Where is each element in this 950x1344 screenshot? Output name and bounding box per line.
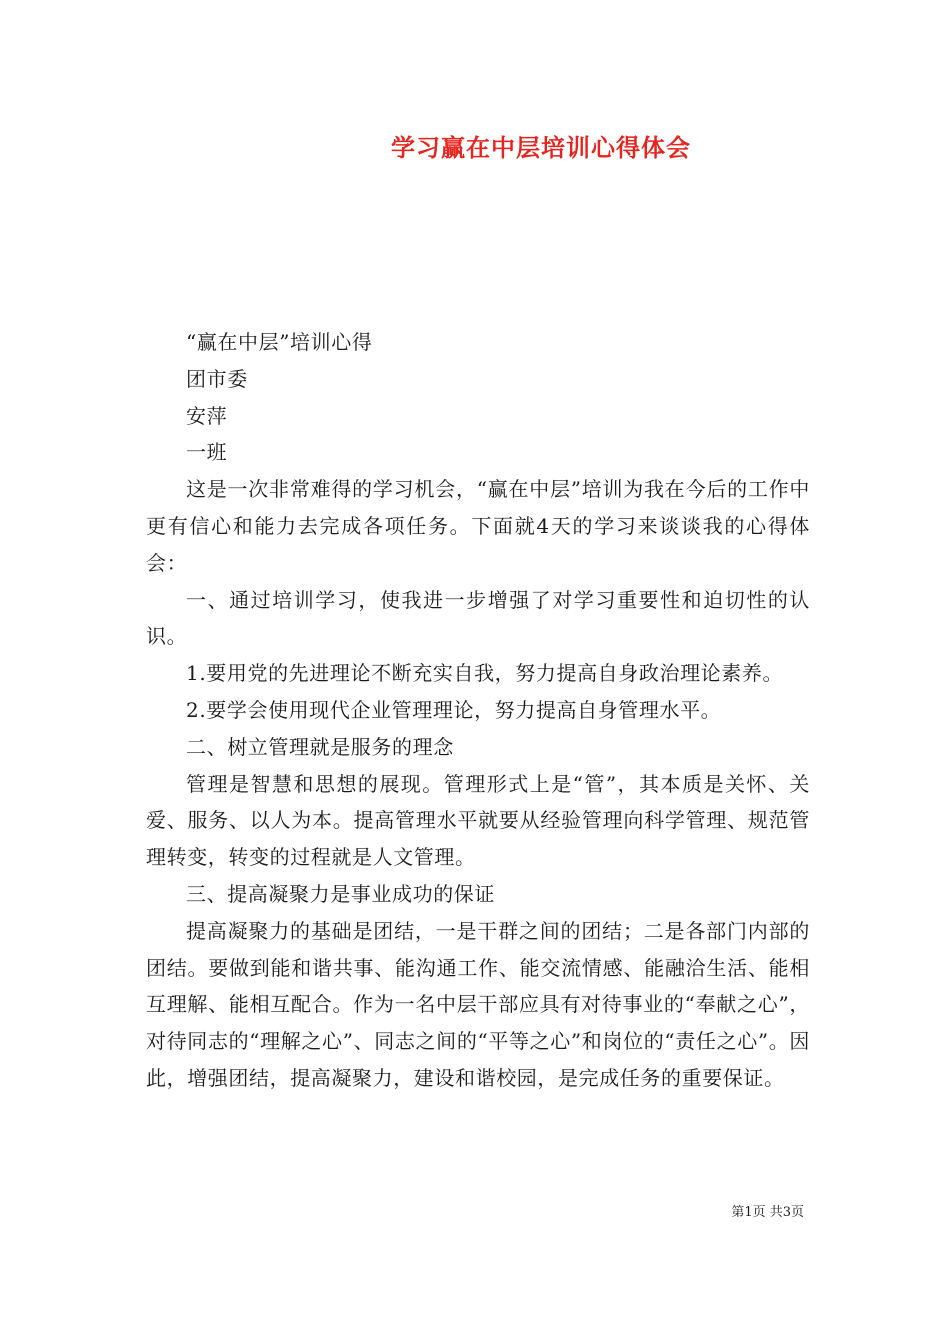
author-org-paragraph: 团市委 bbox=[186, 366, 248, 391]
point-one-paragraph: 1.要用党的先进理论不断充实自我，努力提高自身政治理论素养。 bbox=[186, 661, 784, 686]
page-footer: 第1页 共3页 bbox=[731, 1205, 804, 1220]
point-two-paragraph: 2.要学会使用现代企业管理理论，努力提高自身管理水平。 bbox=[186, 697, 722, 722]
section-two-body: 管理是智慧和思想的展现。管理形式上是“管”，其本质是关怀、关爱、服务、以人为本。提高管理水平就要从经验管理向科学管理、规范管理转变，转变的过程就是人文管理。 bbox=[146, 771, 810, 870]
subtitle-paragraph: “赢在中层”培训心得 bbox=[186, 330, 373, 354]
document-body bbox=[146, 324, 810, 1097]
intro-paragraph: 这是一次非常难得的学习机会，“赢在中层”培训为我在今后的工作中更有信心和能力去完成各项任务。下面就4天的学习来谈谈我的心得体会： bbox=[146, 477, 810, 575]
class-paragraph: 一班 bbox=[186, 440, 228, 465]
section-three-body: 提高凝聚力的基础是团结，一是干群之间的团结；二是各部门内部的团结。要做到能和谐共事、能沟通工作、能交流情感、能融洽生活、能相互理解、能相互配合。作为一名中层干部应具有对待事业的“奉献之心”，对待同志的“理解之心”、同志之间的“平等之心”和岗位的“责任之心”。因此，增强团结，提高凝聚力，建设和谐校园，是完成任务的重要保证。 bbox=[146, 918, 810, 1090]
section-one-heading: 一、通过培训学习，使我进一步增强了对学习重要性和迫切性的认识。 bbox=[146, 587, 810, 649]
section-two-heading: 二、树立管理就是服务的理念 bbox=[186, 734, 454, 759]
section-three-heading: 三、提高凝聚力是事业成功的保证 bbox=[186, 881, 495, 906]
document-title: 学习赢在中层培训心得体会 bbox=[391, 133, 691, 162]
author-name-paragraph: 安萍 bbox=[186, 403, 228, 428]
